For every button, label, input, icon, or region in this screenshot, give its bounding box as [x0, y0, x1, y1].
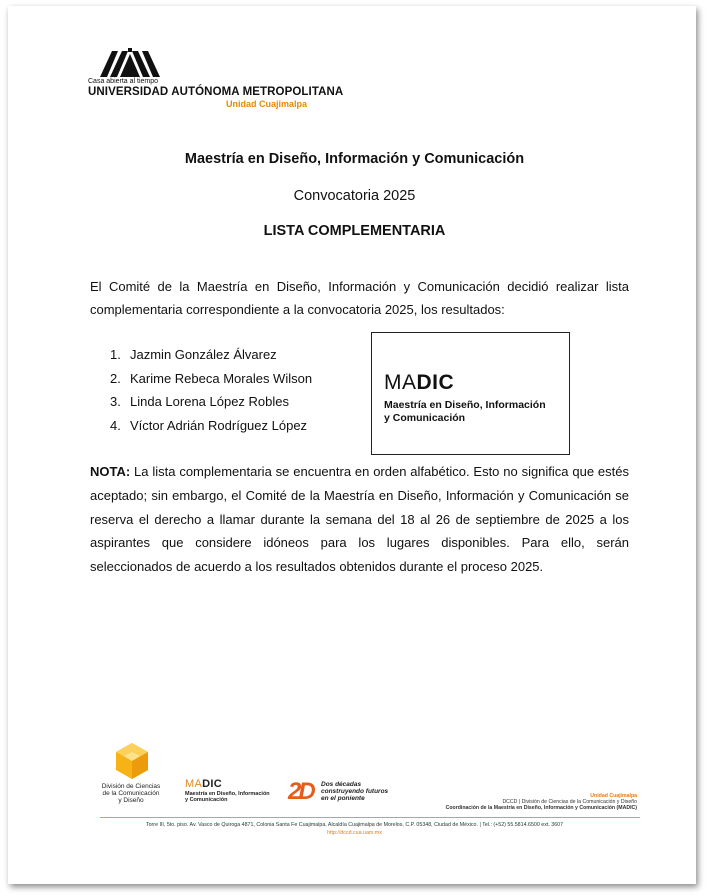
note-text: La lista complementaria se encuentra en orden alfabético. Esto no significa que estés aceptado; sin embargo, el Comité de la Maestría en Diseño, Información y Comunicación se reserva el derecho a llamar durante la semana del 18 al 26 de septiembre de 2025 a los aspirantes que considere idóneos para los lugares disponibles. Para ello, serán seleccionados de acuerdo a los resultados obtenidos durante el proceso 2025. [90, 464, 629, 575]
list-item-name: Karime Rebeca Morales Wilson [130, 370, 313, 386]
uam-logo [88, 48, 344, 110]
dccd-line1: División de Ciencias [101, 783, 161, 790]
footer-logos [0, 740, 709, 810]
two-decades-line2: construyendo futuros [321, 788, 389, 795]
university-name: UNIVERSIDAD AUTÓNOMA METROPOLITANA [88, 86, 344, 98]
university-unit: Unidad Cuajimalpa [226, 99, 308, 109]
document-subtitle: Convocatoria 2025 [293, 188, 416, 204]
note-paragraph [90, 460, 629, 579]
footer-address: Torre III, 5to. piso. Av. Vasco de Quiroga 4871, Colonia Santa Fe Cuajimalpa, Alcaldía Cuajimalpa de Morelos, C.P. 05348, Ciudad de México. | Tel.: (+52) 55.5814.6500 ext. 3607 [145, 822, 564, 828]
footer-divider [100, 817, 640, 818]
madic-logo-box [371, 332, 570, 455]
madic-description [384, 399, 569, 424]
hexagon-cube-icon [115, 743, 149, 779]
footer-url-link[interactable]: http://dccd.cua.uam.mx [327, 830, 382, 836]
footer-coordination: Coordinación de la Maestría en Diseño, Información y Comunicación (MADIC) [445, 805, 637, 812]
list-item [110, 369, 312, 393]
names-list [110, 345, 312, 439]
madic-desc-line1: Maestría en Diseño, Información [384, 399, 546, 411]
footer-division: DCCD | División de Ciencias de la Comunicación y Diseño [502, 799, 637, 806]
dccd-line3: y Diseño [118, 797, 144, 804]
two-decades-line3: en el poniente [321, 795, 365, 802]
uam-emblem-icon [98, 48, 162, 78]
intro-paragraph [90, 275, 629, 321]
madic-wordmark-prefix: MA [384, 371, 417, 394]
uam-tagline: Casa abierta al tiempo [88, 78, 159, 85]
madic-footer-bold: DIC [202, 778, 222, 790]
list-item-name: Jazmin González Álvarez [130, 347, 277, 362]
madic-footer-logo [185, 778, 295, 803]
footer-unit: Unidad Cuajimalpa [590, 793, 637, 799]
list-item-number: 4. [110, 417, 121, 433]
dccd-logo [97, 740, 161, 810]
dccd-text [97, 783, 165, 804]
two-decades-mark: 2D [288, 778, 313, 805]
list-item [110, 392, 312, 416]
list-item-number: 1. [110, 347, 121, 362]
dccd-line2: de la Comunicación [102, 790, 160, 797]
footer-institution [357, 793, 637, 812]
list-item-name: Víctor Adrián Rodríguez López [130, 417, 308, 433]
list-item-number: 3. [110, 394, 121, 409]
list-item [110, 416, 312, 440]
madic-footer-wordmark [185, 778, 295, 790]
list-item-name: Linda Lorena López Robles [130, 394, 290, 409]
madic-footer-line1: Maestría en Diseño, Información [185, 791, 270, 797]
madic-wordmark-bold: DIC [416, 371, 455, 394]
list-heading: LISTA COMPLEMENTARIA [263, 223, 446, 239]
madic-footer-desc [185, 791, 295, 803]
madic-footer-line2: y Comunicación [185, 797, 228, 803]
note-label: NOTA: [90, 464, 131, 479]
madic-wordmark [384, 371, 454, 395]
madic-desc-line2: y Comunicación [384, 411, 466, 424]
intro-text: El Comité de la Maestría en Diseño, Información y Comunicación decidió realizar lista complementaria correspondiente a la convocatoria 2025, los resultados: [90, 279, 629, 317]
list-item-number: 2. [110, 370, 121, 386]
madic-footer-prefix: MA [185, 778, 203, 790]
list-item [110, 345, 312, 369]
document-title: Maestría en Diseño, Información y Comunicación [184, 151, 525, 167]
two-decades-line1: Dos décadas [321, 781, 362, 788]
